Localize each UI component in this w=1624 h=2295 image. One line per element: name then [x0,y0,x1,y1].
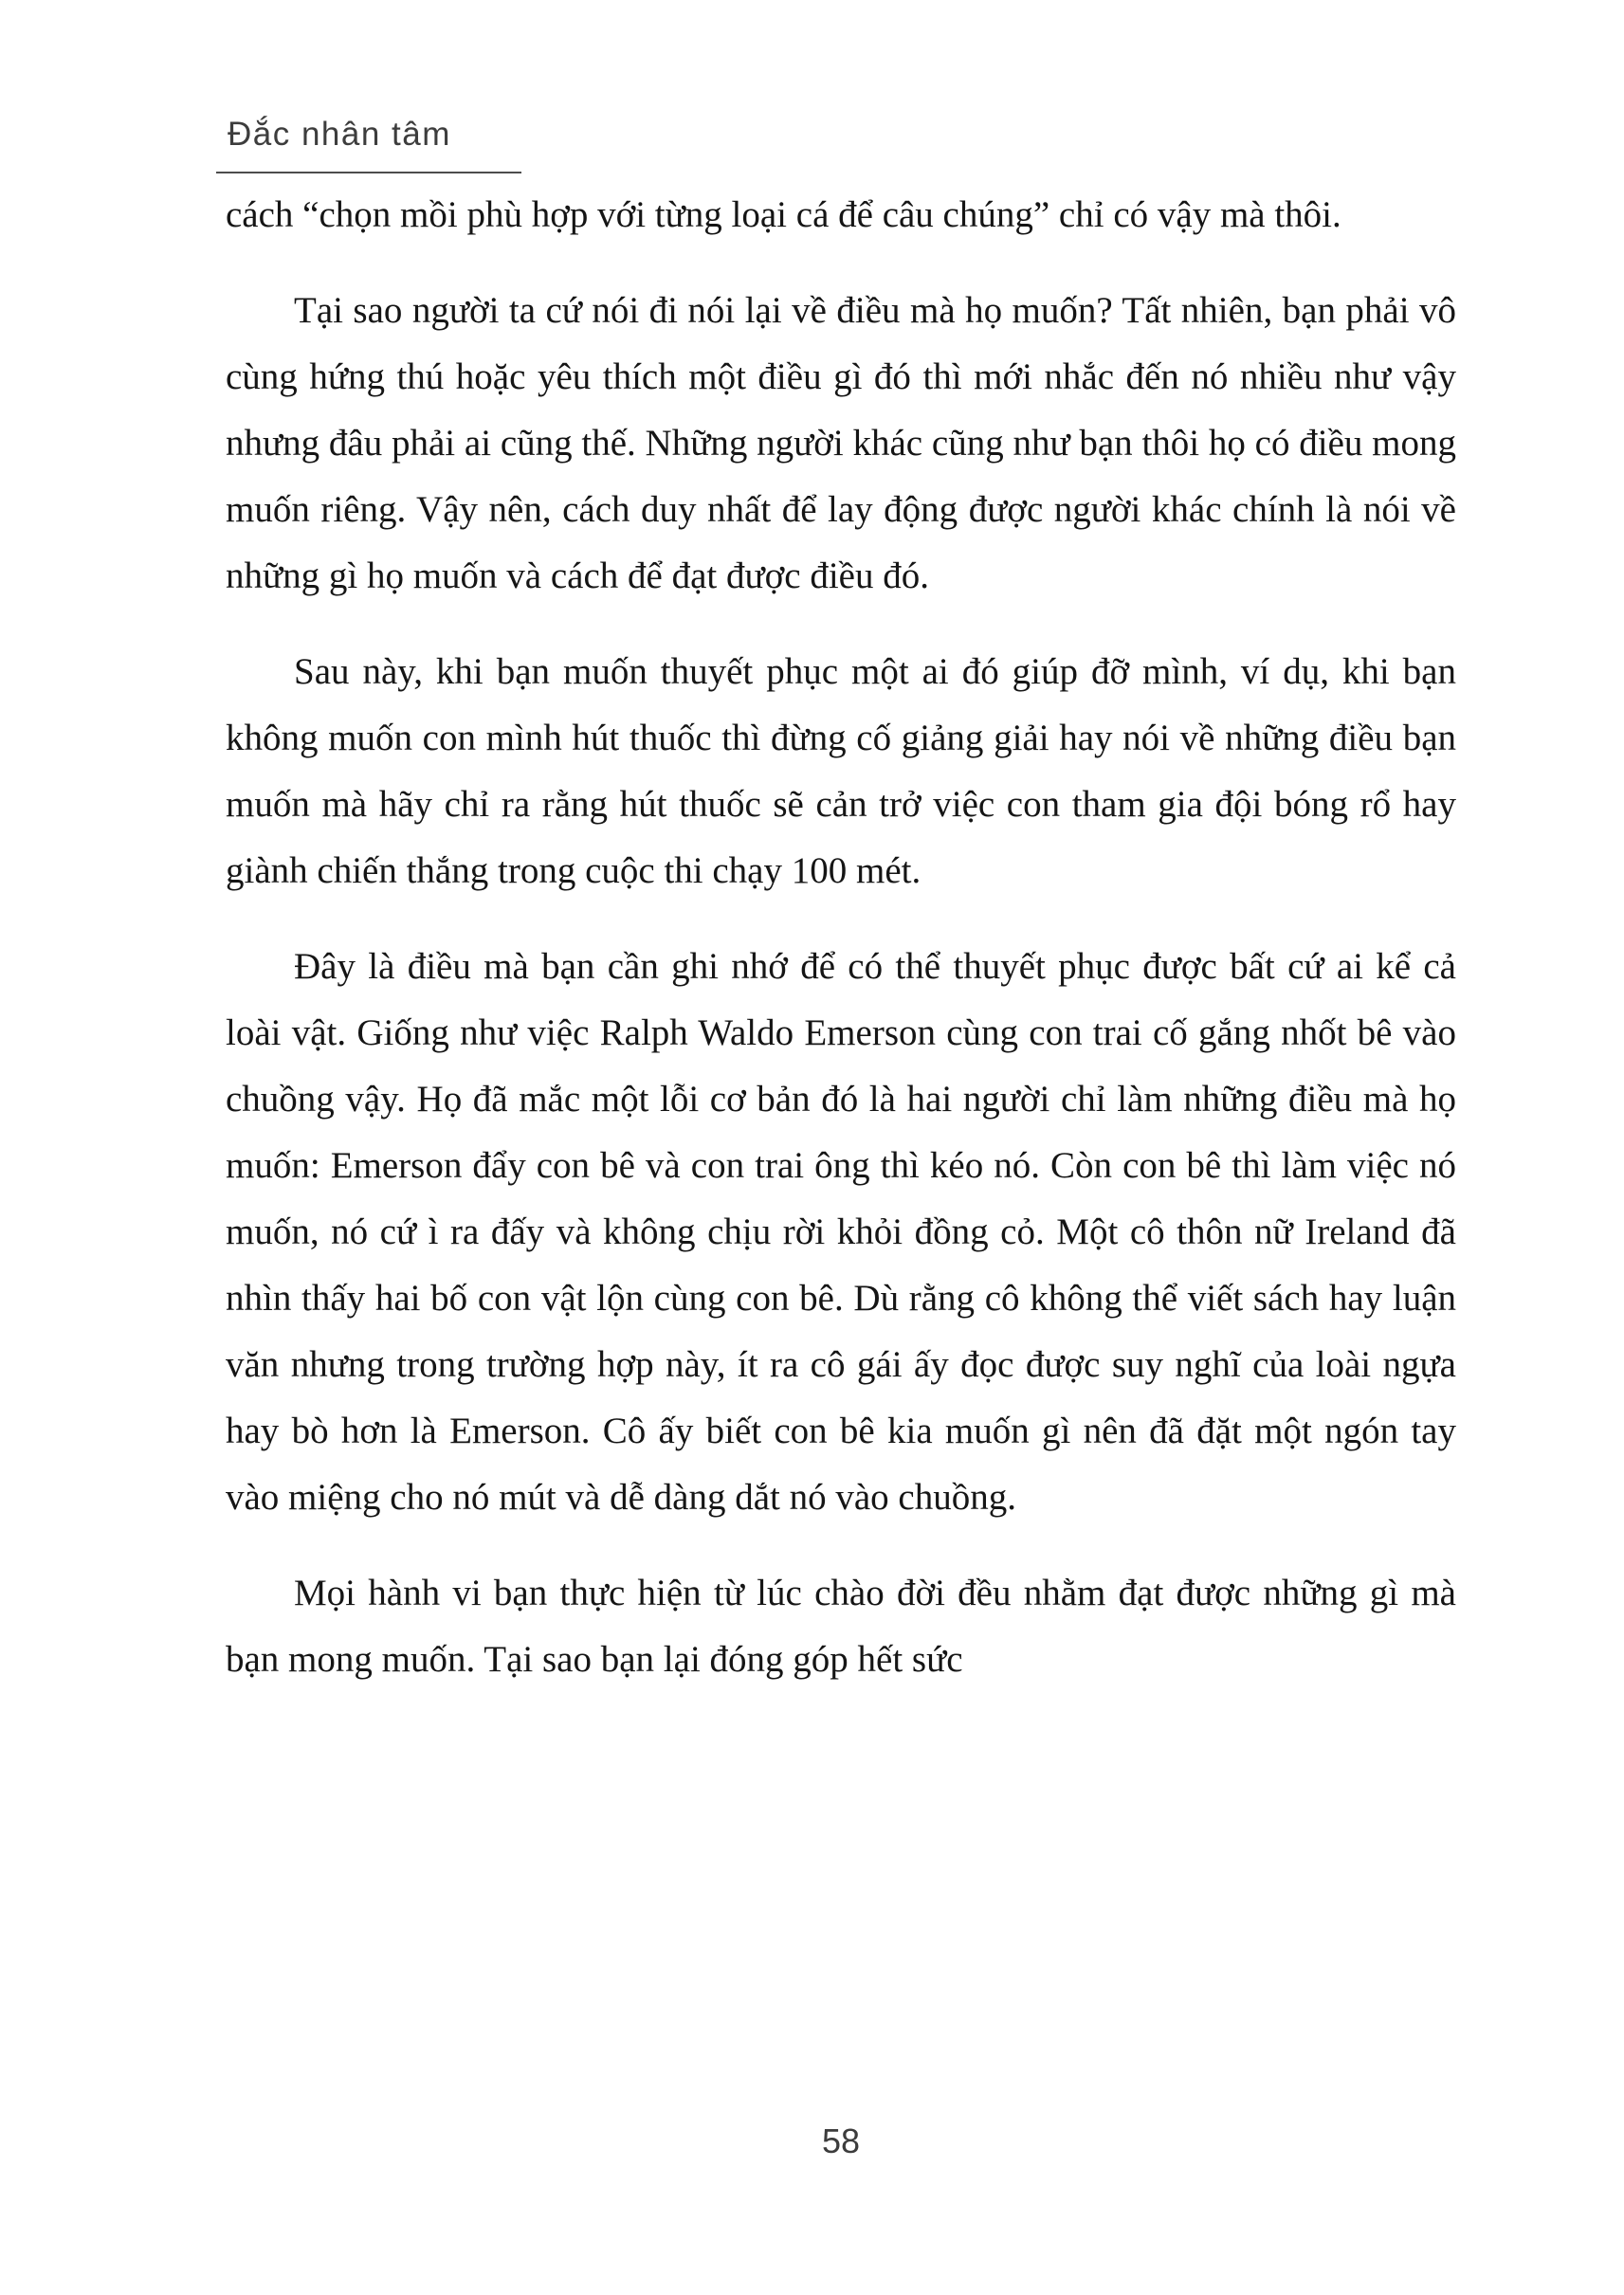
page-number: 58 [821,2122,861,2160]
paragraph: Sau này, khi bạn muốn thuyết phục một ai đó giúp đỡ mình, ví dụ, khi bạn không muốn con mình hút thuốc thì đừng cố giảng giải hay nói về những điều bạn muốn mà hãy chỉ ra rằng hút thuốc sẽ cản trở việc con tham gia đội bóng rổ hay giành chiến thắng trong cuộc thi chạy 100 mét. [226,651,1456,891]
header-rule-divider [216,172,521,173]
paragraph: Đây là điều mà bạn cần ghi nhớ để có thể thuyết phục được bất cứ ai kể cả loài vật. Giống như việc Ralph Waldo Emerson cùng con trai cố gắng nhốt bê vào chuồng vậy. Họ đã mắc một lỗi cơ bản đó là hai người chỉ làm những điều mà họ muốn: Emerson đẩy con bê và con trai ông thì kéo nó. Còn con bê thì làm việc nó muốn, nó cứ ì ra đấy và không chịu rời khỏi đồng cỏ. Một cô thôn nữ Ireland đã nhìn thấy hai bố con vật lộn cùng con bê. Dù rằng cô không thể viết sách hay luận văn nhưng trong trường hợp này, ít ra cô gái ấy đọc được suy nghĩ của loài ngựa hay bò hơn là Emerson. Cô ấy biết con bê kia muốn gì nên đã đặt một ngón tay vào miệng cho nó mút và dễ dàng dắt nó vào chuồng. [226,946,1456,1518]
paragraph: Mọi hành vi bạn thực hiện từ lúc chào đời đều nhằm đạt được những gì mà bạn mong muốn. Tại sao bạn lại đóng góp hết sức [226,1573,1456,1680]
paragraph-continuation: cách “chọn mồi phù hợp với từng loại cá để câu chúng” chỉ có vậy mà thôi. [226,194,1341,235]
running-header-title: Đắc nhân tâm [228,116,451,153]
page-body [226,182,1456,1722]
paragraph: Tại sao người ta cứ nói đi nói lại về điều mà họ muốn? Tất nhiên, bạn phải vô cùng hứng thú hoặc yêu thích một điều gì đó thì mới nhắc đến nó nhiều như vậy nhưng đâu phải ai cũng thế. Những người khác cũng như bạn thôi họ có điều mong muốn riêng. Vậy nên, cách duy nhất để lay động được người khác chính là nói về những gì họ muốn và cách để đạt được điều đó. [226,290,1456,596]
